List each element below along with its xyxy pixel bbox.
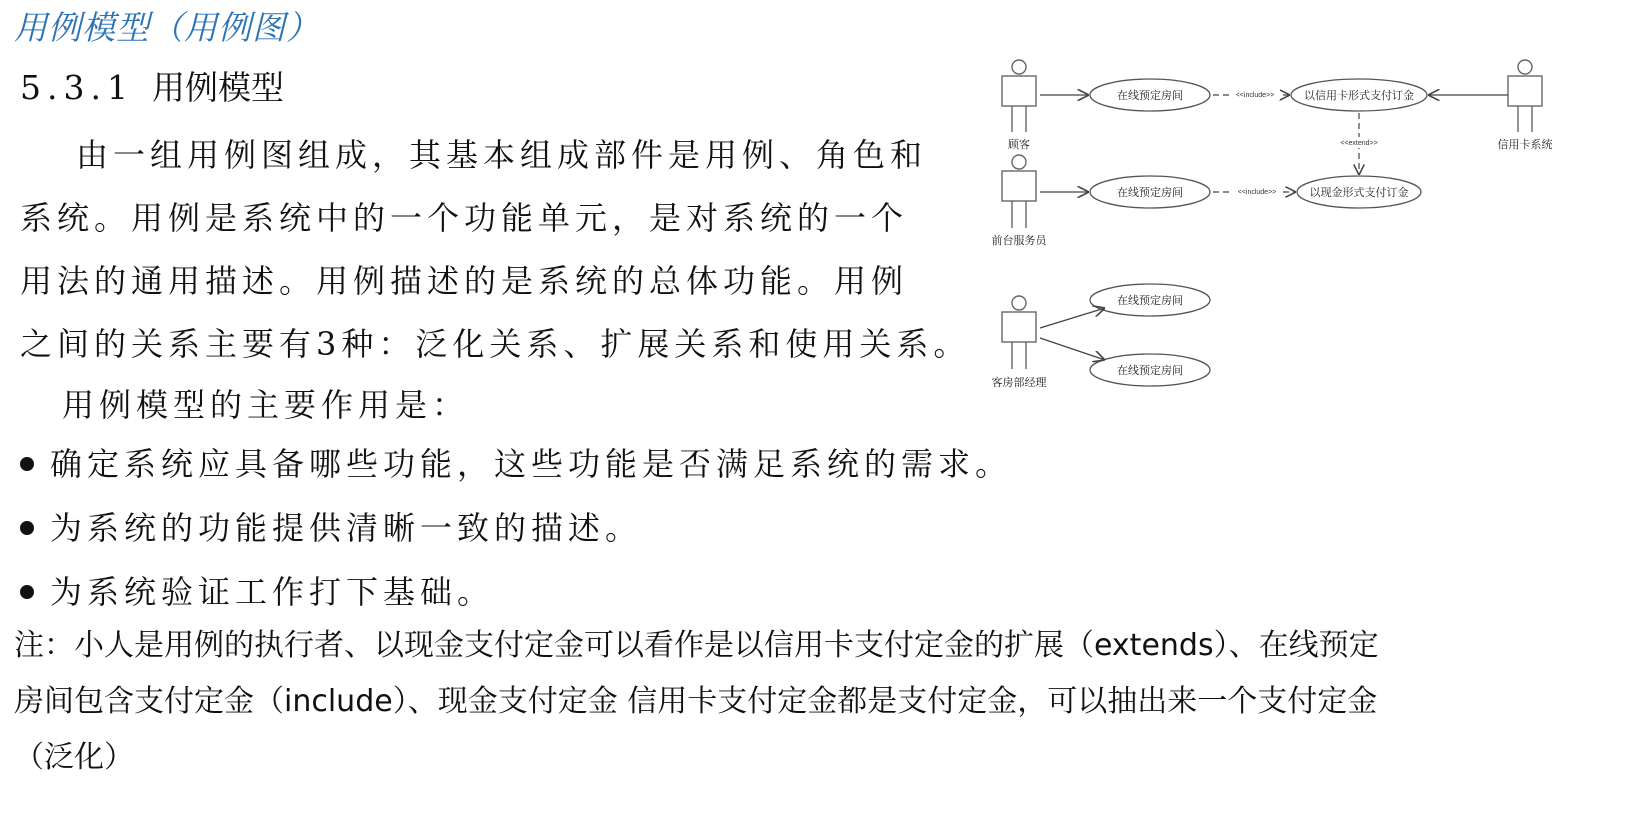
- use-case-diagram: [975, 48, 1575, 398]
- actor-customer-label: 顾客: [1008, 139, 1030, 151]
- list-item: 为系统的功能提供清晰一致的描述。: [20, 496, 1012, 560]
- actor-customer-icon: [1002, 60, 1036, 132]
- association-line: [1040, 338, 1105, 360]
- svg-text:以现金形式支付订金: 以现金形式支付订金: [1309, 187, 1409, 199]
- actor-front-desk-icon: [1002, 155, 1036, 228]
- actor-manager-icon: [1002, 296, 1036, 369]
- list-item: 确定系统应具备哪些功能，这些功能是否满足系统的需求。: [20, 432, 1012, 496]
- paragraph-line: 由一组用例图组成，其基本组成部件是用例、角色和: [76, 136, 928, 174]
- actor-credit-system-label: 信用卡系统: [1497, 139, 1553, 151]
- section-title: 用例模型: [151, 68, 284, 107]
- svg-text:以信用卡形式支付订金: 以信用卡形式支付订金: [1304, 90, 1414, 102]
- svg-text:在线预定房间: 在线预定房间: [1117, 187, 1183, 199]
- actor-front-desk-label: 前台服务员: [991, 235, 1047, 247]
- svg-text:在线预定房间: 在线预定房间: [1117, 90, 1183, 102]
- paragraph-line: 系统。用例是系统中的一个功能单元，是对系统的一个: [20, 199, 909, 237]
- actor-credit-system-icon: [1508, 60, 1542, 132]
- extend-label: <<extend>>: [1340, 140, 1378, 147]
- include-label: <<include>>: [1237, 189, 1277, 196]
- paragraph-line: 之间的关系主要有3种：泛化关系、扩展关系和使用关系。: [20, 325, 971, 363]
- note-line: （泛化）: [14, 740, 134, 775]
- bullet-icon: [20, 521, 34, 535]
- svg-text:在线预定房间: 在线预定房间: [1117, 295, 1183, 307]
- svg-text:在线预定房间: 在线预定房间: [1117, 365, 1183, 377]
- note: [14, 618, 1634, 786]
- note-line: 房间包含支付定金（include）、现金支付定金 信用卡支付定金都是支付定金，可以抽出来一个支付定金: [14, 684, 1378, 719]
- section-header: [20, 62, 284, 109]
- page-heading: 用例模型（用例图）: [14, 8, 320, 47]
- include-label: <<include>>: [1235, 92, 1275, 99]
- actor-manager-label: 客房部经理: [991, 377, 1047, 389]
- section-number: 5.3.1: [20, 68, 134, 107]
- intro-paragraph: [20, 124, 980, 376]
- bullet-icon: [20, 585, 34, 599]
- paragraph-line: 用法的通用描述。用例描述的是系统的总体功能。用例: [20, 262, 909, 300]
- note-line: 注：小人是用例的执行者、以现金支付定金可以看作是以信用卡支付定金的扩展（extends）、在线预定: [14, 628, 1379, 663]
- roles-list: [20, 432, 1012, 624]
- association-line: [1040, 308, 1105, 328]
- roles-title: 用例模型的主要作用是：: [62, 386, 470, 424]
- bullet-icon: [20, 457, 34, 471]
- list-item: 为系统验证工作打下基础。: [20, 560, 1012, 624]
